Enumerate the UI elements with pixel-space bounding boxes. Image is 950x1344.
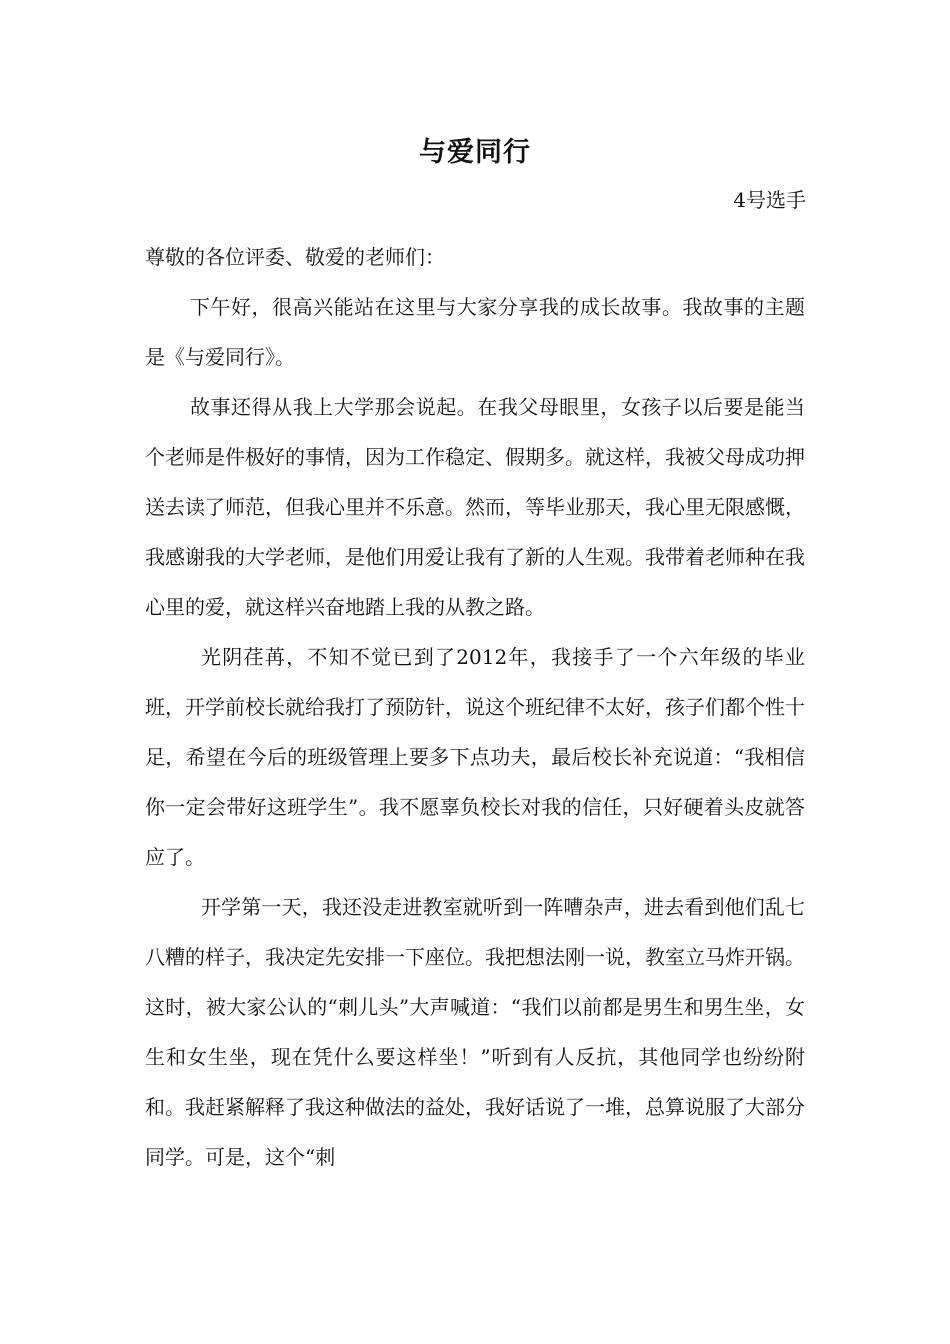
- document-title: 与爱同行: [419, 137, 531, 168]
- author-label: 4号选手: [733, 188, 806, 212]
- document-body: [145, 232, 805, 1182]
- paragraph: 故事还得从我上大学那会说起。在我父母眼里，女孩子以后要是能当个老师是件极好的事情，因为工作稳定、假期多。就这样，我被父母成功押送去读了师范，但我心里并不乐意。然而，等毕业那天，我心里无限感慨，我感谢我的大学老师，是他们用爱让我有了新的人生观。我带着老师种在我心里的爱，就这样兴奋地踏上我的从教之路。: [145, 395, 805, 619]
- paragraph: 光阴荏苒，不知不觉已到了2012年，我接手了一个六年级的毕业班，开学前校长就给我打了预防针，说这个班纪律不太好，孩子们都个性十足，希望在今后的班级管理上要多下点功夫，最后校长补充说道：“我相信你一定会带好这班学生”。我不愿辜负校长对我的信任，只好硬着头皮就答应了。: [145, 645, 805, 869]
- paragraph: 下午好，很高兴能站在这里与大家分享我的成长故事。我故事的主题是《与爱同行》。: [145, 295, 805, 369]
- salutation: 尊敬的各位评委、敬爱的老师们：: [145, 245, 445, 269]
- paragraph: 开学第一天，我还没走进教室就听到一阵嘈杂声，进去看到他们乱七八糟的样子，我决定先安排一下座位。我把想法刚一说，教室立马炸开锅。这时，被大家公认的“刺儿头”大声喊道：“我们以前都是男生和男生坐，女生和女生坐，现在凭什么要这样坐！”听到有人反抗，其他同学也纷纷附和。我赶紧解释了我这种做法的益处，我好话说了一堆，总算说服了大部分同学。可是，这个“刺: [145, 895, 805, 1169]
